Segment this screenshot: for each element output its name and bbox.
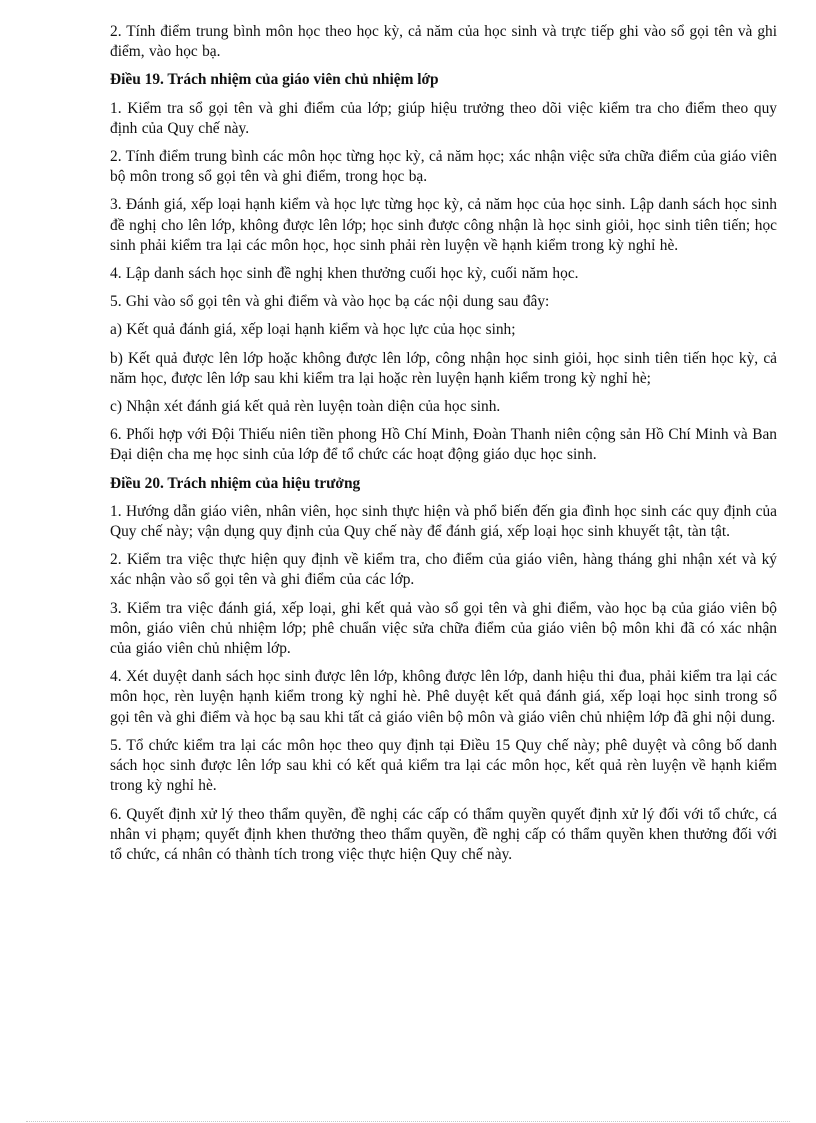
document-page: [110, 22, 777, 873]
paragraph-art20-item-4: 4. Xét duyệt danh sách học sinh được lên lớp, không được lên lớp, danh hiệu thi đua, phải kiểm tra lại các môn học, rèn luyện hạnh kiểm trong kỳ nghỉ hè. Phê duyệt kết quả đánh giá, xếp loại học sinh trong sổ gọi tên và ghi điểm và học bạ sau khi tất cả giáo viên bộ môn và giáo viên chủ nhiệm lớp đã ghi nội dung.: [110, 668, 777, 726]
paragraph-art20-item-1: 1. Hướng dẫn giáo viên, nhân viên, học sinh thực hiện và phổ biến đến gia đình học sinh các quy định của Quy chế này; vận dụng quy định của Quy chế này để đánh giá, xếp loại học sinh khuyết tật, tàn tật.: [110, 502, 777, 541]
paragraph-art19-item-3: 3. Đánh giá, xếp loại hạnh kiểm và học lực từng học kỳ, cả năm học của học sinh. Lập danh sách học sinh đề nghị cho lên lớp, không được lên lớp; học sinh được công nhận là học sinh giỏi, học sinh tiên tiến; học sinh phải kiểm tra lại các môn học, học sinh phải rèn luyện về hạnh kiểm trong kỳ nghỉ hè.: [110, 196, 777, 254]
page-bottom-divider: [26, 1121, 790, 1122]
paragraph-art20-item-5: 5. Tổ chức kiểm tra lại các môn học theo quy định tại Điều 15 Quy chế này; phê duyệt và công bố danh sách học sinh được lên lớp sau khi có kết quả kiểm tra lại các môn học, kết quả rèn luyện về hạnh kiểm trong kỳ nghỉ hè.: [110, 736, 777, 795]
paragraph-art18-item-2: 2. Tính điểm trung bình môn học theo học kỳ, cả năm của học sinh và trực tiếp ghi vào sổ gọi tên và ghi điểm, vào học bạ.: [110, 23, 777, 61]
paragraph-art19-item-4: 4. Lập danh sách học sinh đề nghị khen thưởng cuối học kỳ, cuối năm học.: [110, 265, 579, 283]
paragraph-art20-item-6: 6. Quyết định xử lý theo thẩm quyền, đề nghị các cấp có thẩm quyền quyết định xử lý đối với tổ chức, cá nhân vi phạm; quyết định khen thưởng theo thẩm quyền, đề nghị cấp có thẩm quyền khen thưởng đối với tổ chức, cá nhân có thành tích trong việc thực hiện Quy chế này.: [110, 805, 777, 863]
paragraph-art19-item-5: 5. Ghi vào sổ gọi tên và ghi điểm và vào học bạ các nội dung sau đây:: [110, 293, 550, 311]
paragraph-art19-item-6: 6. Phối hợp với Đội Thiếu niên tiền phong Hồ Chí Minh, Đoàn Thanh niên cộng sản Hồ Chí Minh và Ban Đại diện cha mẹ học sinh của lớp để tổ chức các hoạt động giáo dục học sinh.: [110, 426, 777, 464]
paragraph-art19-item-5b: b) Kết quả được lên lớp hoặc không được lên lớp, công nhận học sinh giỏi, học sinh tiên tiến học kỳ, cả năm học, được lên lớp sau khi kiểm tra lại hoặc rèn luyện hạnh kiểm trong kỳ nghỉ hè;: [110, 349, 777, 387]
article-19-heading: Điều 19. Trách nhiệm của giáo viên chủ nhiệm lớp: [110, 71, 439, 89]
paragraph-art19-item-1: 1. Kiểm tra sổ gọi tên và ghi điểm của lớp; giúp hiệu trưởng theo dõi việc kiểm tra cho điểm theo quy định của Quy chế này.: [110, 99, 777, 137]
paragraph-art19-item-5a: a) Kết quả đánh giá, xếp loại hạnh kiểm và học lực của học sinh;: [110, 321, 516, 339]
article-20-heading: Điều 20. Trách nhiệm của hiệu trưởng: [110, 474, 361, 492]
paragraph-art19-item-2: 2. Tính điểm trung bình các môn học từng học kỳ, cả năm học; xác nhận việc sửa chữa điểm của giáo viên bộ môn trong sổ gọi tên và ghi điểm, trong học bạ.: [110, 148, 777, 186]
paragraph-art19-item-5c: c) Nhận xét đánh giá kết quả rèn luyện toàn diện của học sinh.: [110, 398, 501, 416]
paragraph-art20-item-2: 2. Kiểm tra việc thực hiện quy định về kiểm tra, cho điểm của giáo viên, hàng tháng ghi nhận xét và ký xác nhận vào sổ gọi tên và ghi điểm của các lớp.: [110, 551, 777, 589]
paragraph-art20-item-3: 3. Kiểm tra việc đánh giá, xếp loại, ghi kết quả vào sổ gọi tên và ghi điểm, vào học bạ của giáo viên bộ môn, giáo viên chủ nhiệm lớp; phê chuẩn việc sửa chữa điểm của giáo viên bộ môn khi đã có xác nhận của giáo viên chủ nhiệm lớp.: [110, 599, 777, 658]
